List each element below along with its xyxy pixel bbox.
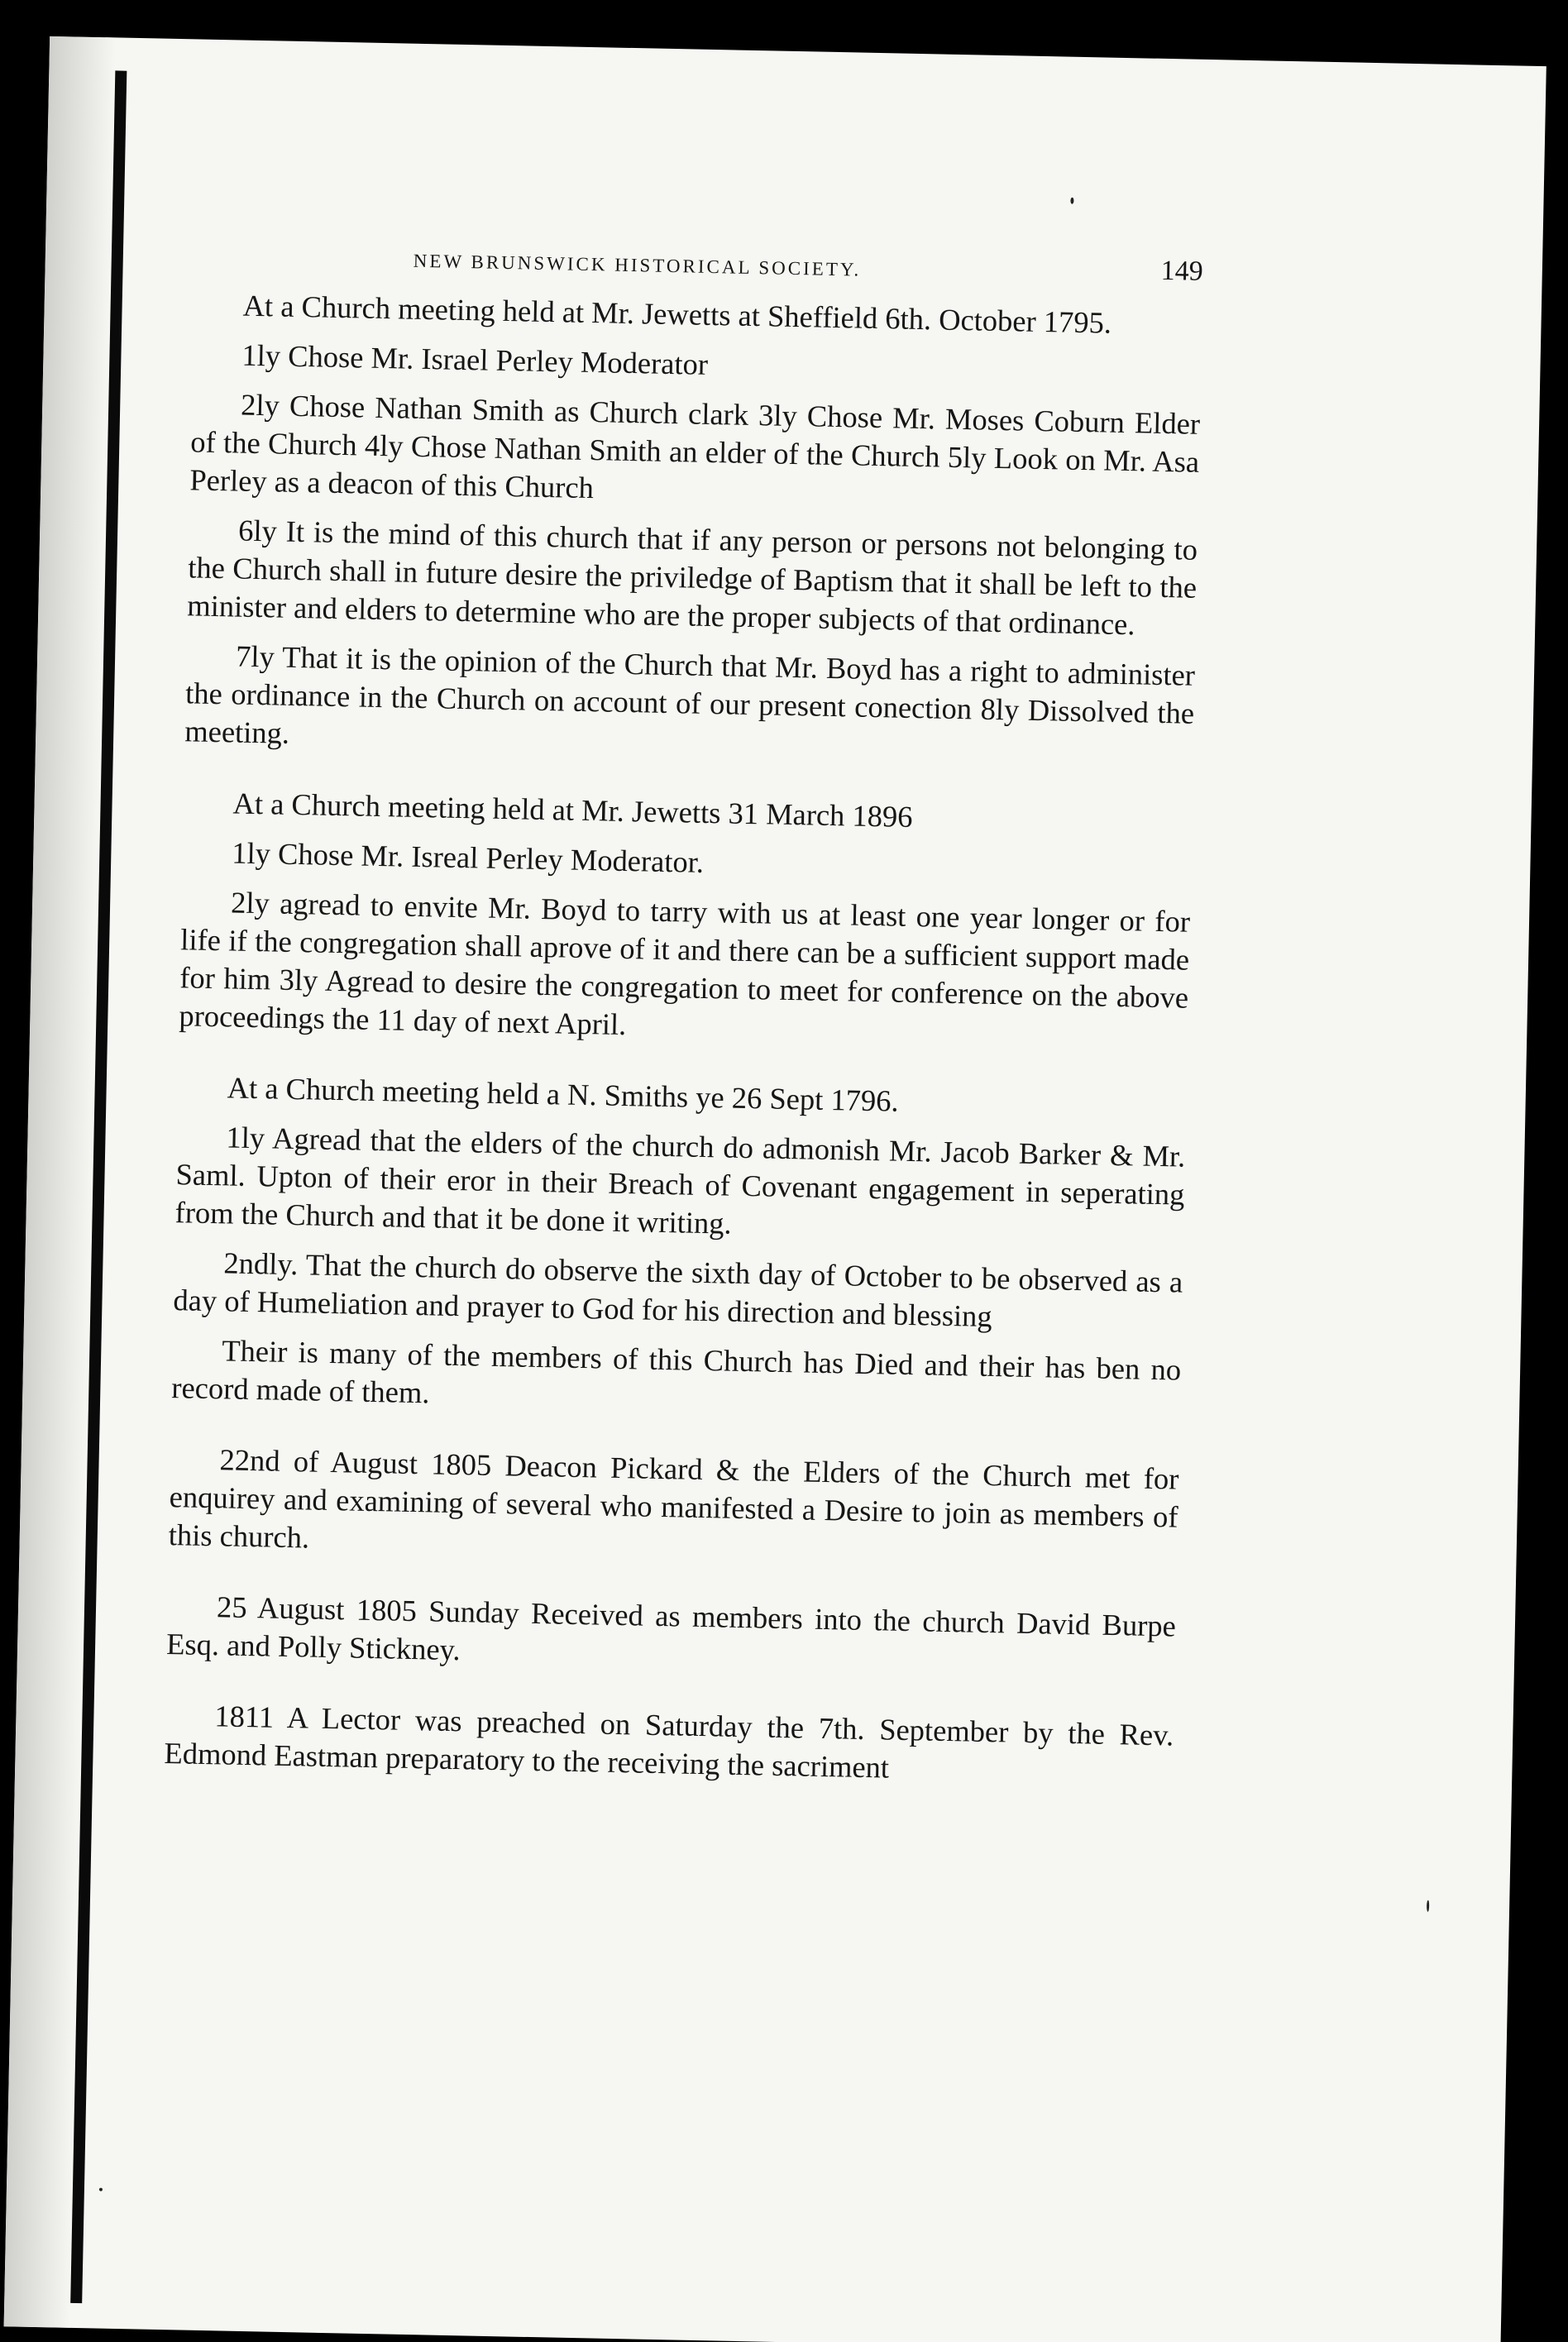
paragraph: Their is many of the members of this Church has Died and their has ben no record made of them. [171, 1333, 1182, 1410]
paragraph: At a Church meeting held at Mr. Jewetts 31 March 1896 [232, 786, 913, 834]
scan-speck [99, 2188, 103, 2191]
page-number: 149 [1160, 255, 1204, 287]
paragraph: 6ly It is the mind of this church that if any person or persons not belonging to the Church shall in future desire the priviledge of Baptism that it shall be left to the minister and elders to determine who are the proper subjects of that ordinance. [186, 513, 1198, 642]
paragraph: 25 August 1805 Sunday Received as members into the church David Burpe Esq. and Polly Stickney. [165, 1589, 1177, 1667]
paragraph: 1ly Chose Mr. Isreal Perley Moderator. [232, 835, 705, 879]
paragraph: 7ly That it is the opinion of the Church that Mr. Boyd has a right to administer the ordinance in the Church on account of our present conection 8ly Dissolved the meeting. [184, 638, 1196, 750]
entry-1805-25-august [166, 1587, 1177, 1683]
paragraph: 1ly Chose Mr. Israel Perley Moderator [241, 337, 709, 381]
paragraph: At a Church meeting held at Mr. Jewetts at Sheffield 6th. October 1795. [242, 288, 1112, 340]
scan-speck [1427, 1900, 1429, 1912]
paragraph: 1ly Agread that the elders of the church do admonish Mr. Jacob Barker & Mr. Saml. Upton of their eror in their Breach of Covenant engagement in seperating from the Church and that it be done it writing. [174, 1120, 1186, 1240]
book-page [4, 36, 1546, 2342]
paragraph: 22nd of August 1805 Deacon Pickard & the Elders of the Church met for enquirey and examining of several who manifested a Desire to join as members of this church. [168, 1442, 1179, 1555]
entry-1805-22-august [168, 1440, 1179, 1574]
scan-speck [1070, 198, 1073, 204]
paragraph: 2ndly. That the church do observe the sixth day of October to be observed as a day of Humeliation and prayer to God for his direction and blessing [173, 1245, 1183, 1334]
paragraph: 1811 A Lector was preached on Saturday the 7th. September by the Rev. Edmond Eastman preparatory to the receiving the sacriment [164, 1699, 1174, 1785]
paragraph: 2ly Chose Nathan Smith as Church clark 3ly Chose Mr. Moses Coburn Elder of the Church 4ly Chose Nathan Smith an elder of the Church 5ly Look on Mr. Asa Perley as a deacon of this Church [189, 387, 1201, 505]
running-head-title: NEW BRUNSWICK HISTORICAL SOCIETY. [413, 250, 862, 280]
entry-1811-september [164, 1696, 1174, 1792]
entry-1796-september [171, 1068, 1187, 1427]
paragraph: At a Church meeting held a N. Smiths ye 26 Sept 1796. [227, 1070, 899, 1118]
page-content [164, 229, 1203, 1804]
entry-1795-october [184, 285, 1202, 770]
paragraph: 2ly agread to envite Mr. Boyd to tarry with us at least one year longer or for life if the congregation shall aprove of it and there can be a sufficient support made for him 3ly Agread to desire the congregation to meet for conference on the above proceedings the 11 day of next April. [179, 885, 1191, 1042]
entry-march-meeting [179, 783, 1193, 1054]
